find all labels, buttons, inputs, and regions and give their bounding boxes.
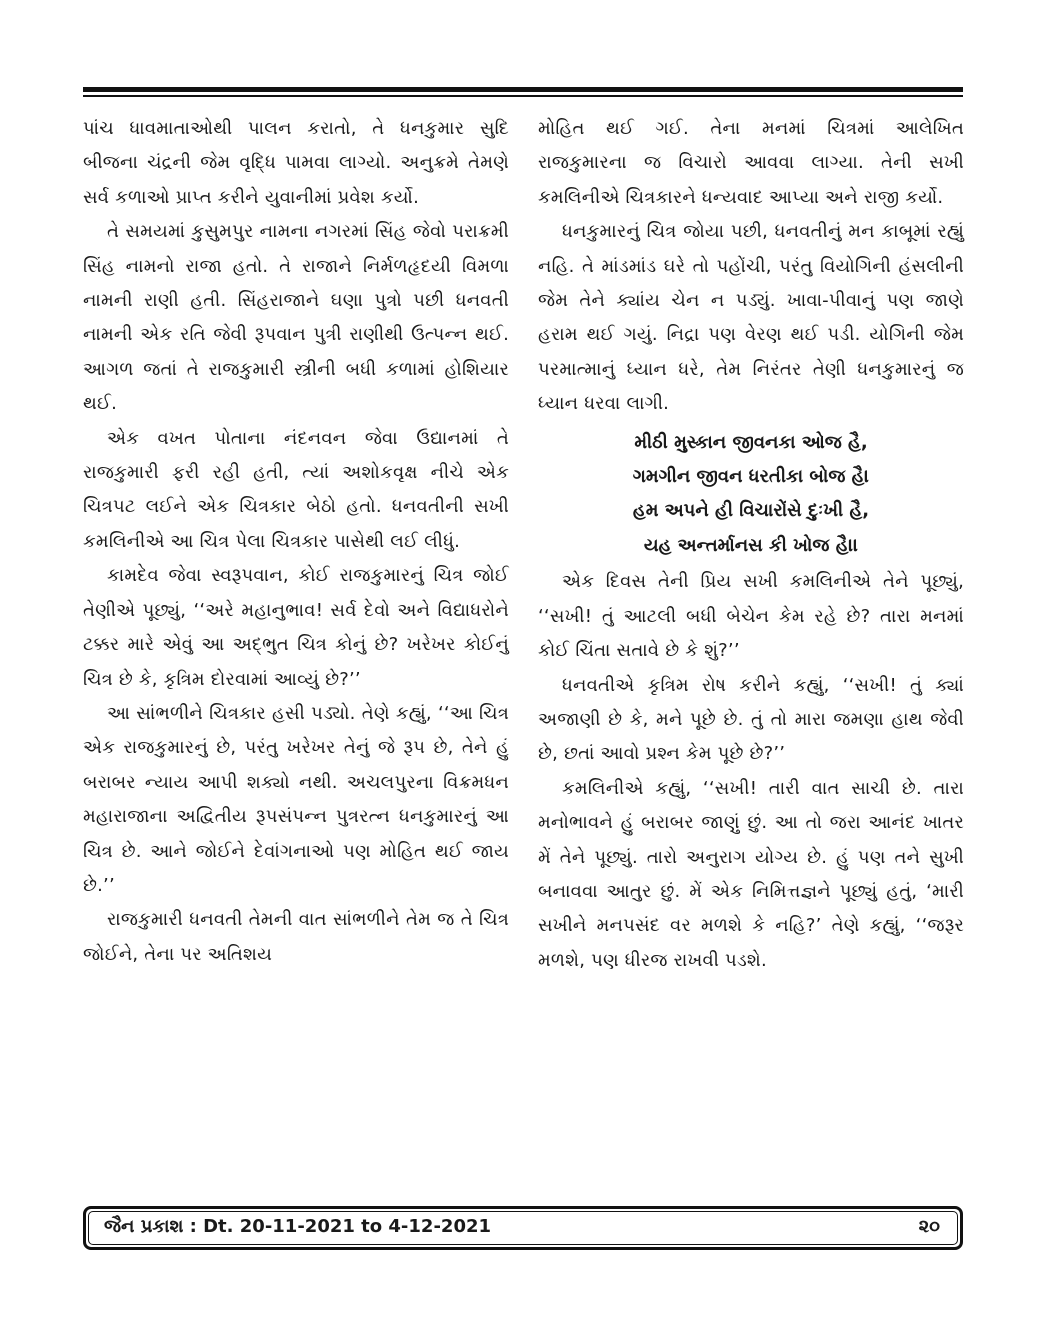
- header-rule-thick: [83, 87, 963, 92]
- page-number: ૨૦: [918, 1216, 940, 1237]
- paragraph: કામદેવ જેવા સ્વરૂપવાન, કોઈ રાજકુમારનું ચિત્ર જોઈ તેણીએ પૂછ્યું, ‘‘અરે મહાનુભાવ! સર્વ દેવો અને વિદ્યાધરોને ટક્કર મારે એવું આ અદ્ભુત ચિત્ર કોનું છે? ખરેખર કોઈનું ચિત્ર છે કે, કૃત્રિમ દોરવામાં આવ્યું છે?’’: [83, 565, 509, 690]
- verse-line: યહ અન્તર્માનસ કી ખોજ હૈ।।: [643, 534, 859, 556]
- publication-title: જૈન પ્રકાશ : Dt. 20-11-2021 to 4-12-2021: [104, 1216, 492, 1237]
- verse-line: મીઠી મુસ્કાન જીવનકા ઓજ હૈ,: [634, 431, 868, 453]
- paragraph: ધનવતીએ કૃત્રિમ રોષ કરીને કહ્યું, ‘‘સખી! તું ક્યાં અજાણી છે કે, મને પૂછે છે. તું તો મારા જમણા હાથ જેવી છે, છતાં આવો પ્રશ્ન કેમ પૂછે છે?’’: [538, 674, 964, 765]
- verse-block: [538, 426, 964, 564]
- paragraph: કમલિનીએ કહ્યું, ‘‘સખી! તારી વાત સાચી છે. તારા મનોભાવને હું બરાબર જાણું છું. આ તો જરા આનંદ ખાતર મેં તેને પૂછ્યું. તારો અનુરાગ યોગ્ય છે. હું પણ તને સુખી બનાવવા આતુર છું. મેં એક નિમિત્તજ્ઞને પૂછ્યું હતું, ‘મારી સખીને મનપસંદ વર મળશે કે નહિ?’ તેણે કહ્યું, ‘‘જરૂર મળશે, પણ ધીરજ રાખવી પડશે.: [538, 777, 964, 971]
- paragraph: તે સમયમાં કુસુમપુર નામના નગરમાં સિંહ જેવો પરાક્રમી સિંહ નામનો રાજા હતો. તે રાજાને નિર્મળહૃદયી વિમળા નામની રાણી હતી. સિંહરાજાને ઘણા પુત્રો પછી ધનવતી નામની એક રતિ જેવી રૂપવાન પુત્રી રાણીથી ઉત્પન્ન થઈ. આગળ જતાં તે રાજકુમારી સ્ત્રીની બધી કળામાં હોશિયાર થઈ.: [83, 221, 509, 415]
- paragraph: એક દિવસ તેની પ્રિય સખી કમલિનીએ તેને પૂછ્યું, ‘‘સખી! તું આટલી બધી બેચેન કેમ રહે છે? તારા મનમાં કોઈ ચિંતા સતાવે છે કે શું?’’: [538, 571, 964, 662]
- footer-bar: [83, 1206, 963, 1250]
- paragraph: એક વખત પોતાના નંદનવન જેવા ઉદ્યાનમાં તે રાજકુમારી ફરી રહી હતી, ત્યાં અશોકવૃક્ષ નીચે એક ચિત્રપટ લઈને એક ચિત્રકાર બેઠો હતો. ધનવતીની સખી કમલિનીએ આ ચિત્ર પેલા ચિત્રકાર પાસેથી લઈ લીધું.: [83, 427, 509, 552]
- paragraph: ધનકુમારનું ચિત્ર જોયા પછી, ધનવતીનું મન કાબૂમાં રહ્યું નહિ. તે માંડમાંડ ઘરે તો પહોંચી, પરંતુ વિયોગિની હંસલીની જેમ તેને ક્યાંય ચેન ન પડ્યું. ખાવા-પીવાનું પણ જાણે હરામ થઈ ગયું. નિદ્રા પણ વેરણ થઈ પડી. યોગિની જેમ પરમાત્માનું ધ્યાન ધરે, તેમ નિરંતર તેણી ધનકુમારનું જ ધ્યાન ધરવા લાગી.: [538, 221, 964, 415]
- right-column: [538, 112, 964, 978]
- verse-line: ગમગીન જીવન ધરતીકા બોજ હૈ।: [632, 466, 870, 488]
- paragraph: આ સાંભળીને ચિત્રકાર હસી પડ્યો. તેણે કહ્યું, ‘‘આ ચિત્ર એક રાજકુમારનું છે, પરંતુ ખરેખર તેનું જે રૂપ છે, તેને હું બરાબર ન્યાય આપી શક્યો નથી. અચલપુરના વિક્રમધન મહારાજાના અદ્વિતીય રૂપસંપન્ન પુત્રરત્ન ધનકુમારનું આ ચિત્ર છે. આને જોઈને દેવાંગનાઓ પણ મોહિત થઈ જાય છે.’’: [83, 702, 509, 896]
- left-column: [83, 112, 509, 972]
- paragraph: પાંચ ધાવમાતાઓથી પાલન કરાતો, તે ધનકુમાર સુદિ બીજના ચંદ્રની જેમ વૃદ્ધિ પામવા લાગ્યો. અનુક્રમે તેમણે સર્વ કળાઓ પ્રાપ્ત કરીને યુવાનીમાં પ્રવેશ કર્યો.: [83, 118, 509, 208]
- verse-line: હમ અપને હી વિચારોંસે દુઃખી હૈ,: [632, 500, 870, 522]
- header-rule-thin: [83, 95, 963, 97]
- paragraph: રાજકુમારી ધનવતી તેમની વાત સાંભળીને તેમ જ તે ચિત્ર જોઈને, તેના પર અતિશય: [83, 909, 509, 965]
- paragraph: મોહિત થઈ ગઈ. તેના મનમાં ચિત્રમાં આલેખિત રાજકુમારના જ વિચારો આવવા લાગ્યા. તેની સખી કમલિનીએ ચિત્રકારને ધન્યવાદ આપ્યા અને રાજી કર્યો.: [538, 118, 964, 208]
